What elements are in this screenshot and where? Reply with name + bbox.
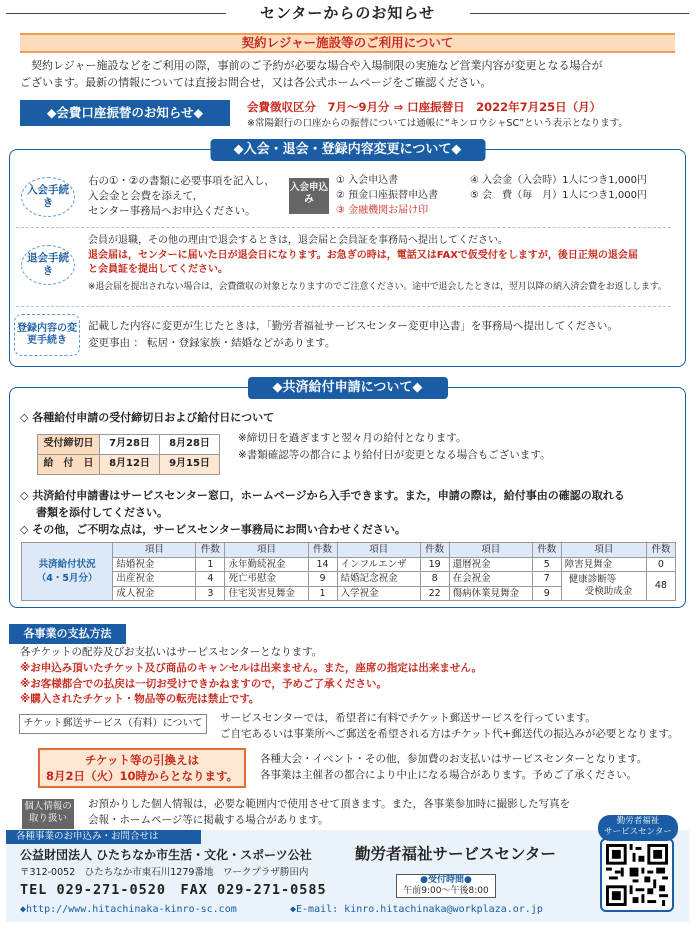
mutual-notes [238, 430, 550, 464]
join-documents [336, 173, 438, 218]
col-header: 件数 [532, 543, 561, 558]
change-line1: 記載した内容に変更が生じたときは，「勤労者福祉サービスセンター変更申込書」を事務局へ提出してください。 [88, 320, 618, 332]
privacy-tag [22, 799, 74, 829]
item-cell: 永年勤続祝金 [225, 557, 308, 572]
deadline-header: 受付締切日 [38, 435, 100, 455]
fee-tag: ◆会費口座振替のお知らせ◆ [20, 100, 230, 126]
mutual-item2 [20, 487, 680, 538]
privacy-tag-line2: 取り扱い [28, 813, 67, 825]
hours-box [396, 874, 496, 898]
count-cell: 3 [196, 586, 225, 601]
note-1: ※締切日を過ぎますと翌々月の給付となります。 [238, 432, 467, 444]
qr-code-graphic [606, 844, 668, 906]
payment-line3: ※お客様都合での払戻は一切お受けできかねますので，予めご了承ください。 [20, 677, 387, 690]
status-label-2: （4・5月分） [36, 572, 98, 584]
count-cell: 9 [308, 572, 337, 587]
ticket-line1: サービスセンターでは，希望者に有料でチケット郵送サービスを行っています。 [220, 712, 596, 724]
payday-header: 給 付 日 [38, 455, 100, 475]
ticket-service-tag: チケット郵送サービス（有料）について [19, 714, 207, 734]
join-instructions [88, 174, 283, 220]
fee-4: ④ 入会金（入会時）1人につき1,000円 [470, 175, 647, 186]
count-cell: 48 [646, 572, 675, 601]
ticket-service-text [220, 711, 679, 743]
join-line1: 右の①・②の書類に必要事項を記入し， [88, 175, 275, 187]
count-cell: 1 [308, 586, 337, 601]
divider [16, 306, 671, 307]
privacy-line2: 会報・ホームページ等に掲載する場合があります。 [88, 813, 329, 826]
pickup-line2: 8月2日（火）10時からとなります。 [45, 769, 239, 784]
item2-line2: 書類を添付してください。 [36, 506, 168, 520]
count-cell: 22 [420, 586, 449, 601]
item-cell: 還暦祝金 [449, 557, 532, 572]
hours-label: ●受付時間● [420, 875, 472, 885]
doc-1: ① 入会申込書 [336, 175, 399, 186]
count-cell: 19 [420, 557, 449, 572]
qr-tag-line2: サービスセンター [604, 827, 672, 838]
leisure-text [20, 58, 680, 91]
item-cell-line1: 健康診断等 [568, 573, 617, 585]
change-instructions [88, 318, 678, 352]
fee-schedule: 会費徴収区分 7月〜9月分 ⇒ 口座振替日 2022年7月25日（月） [247, 100, 602, 114]
item-cell: 結婚祝金 [113, 557, 196, 572]
event-line1: 各種大会・イベント・その他，参加費のお支払いはサービスセンターとなります。 [260, 753, 648, 765]
footer-tag: 各種事業のお申込み・お問合せは [6, 830, 201, 844]
status-label [22, 543, 113, 601]
event-line2: 各事業は主催者の都合により中止になる場合があります。予めご了承ください。 [260, 768, 638, 781]
col-header: 項目 [449, 543, 532, 558]
count-cell: 9 [532, 586, 561, 601]
privacy-tag-line1: 個人情報の [24, 801, 72, 812]
leave-instructions [88, 234, 678, 294]
count-cell: 4 [196, 572, 225, 587]
leave-note: ※退会届を提出されない場合は，会費徴収の対象となりますのでご注意ください。途中で退会したときは，翌月以降の納入済会費をお返しします。 [88, 281, 667, 292]
count-cell: 5 [532, 557, 561, 572]
payment-line1: 各チケットの配券及びお支払いはサービスセンターとなります。 [20, 646, 323, 658]
item-cell: 出産祝金 [113, 572, 196, 587]
col-header: 件数 [420, 543, 449, 558]
qr-tag [598, 815, 678, 841]
item-cell: 傷病休業見舞金 [449, 586, 532, 601]
table-row [22, 557, 676, 572]
leave-line1: 会員が退職，その他の理由で退会するときは，退会届と会員証を事務局へ提出してください。 [88, 235, 508, 246]
count-cell: 7 [532, 572, 561, 587]
fee-5: ⑤ 会 費（毎 月）1人につき1,000円 [470, 190, 647, 201]
payment-line2: ※お申込み頂いたチケット及び商品のキャンセルは出来ません。また，座席の指定は出来ません。 [20, 661, 483, 674]
item2-line1: ◇ 共済給付申請書はサービスセンター窓口，ホームページから入手できます。また，申請の際は，給付事由の確認の取れる [20, 489, 625, 502]
item-cell: インフルエンザ [337, 557, 420, 572]
footer-email[interactable]: ◆E-mail: kinro.hitachinaka@workplaza.or.jp [290, 904, 543, 915]
status-label-1: 共済給付状況 [38, 559, 96, 571]
mutual-status-table [21, 542, 676, 601]
count-cell: 1 [196, 557, 225, 572]
payday-2: 9月15日 [160, 455, 220, 475]
col-header: 項目 [561, 543, 646, 558]
footer-center-name: 勤労者福祉サービスセンター [355, 845, 556, 863]
count-cell: 0 [646, 557, 675, 572]
privacy-line1: お預かりした個人情報は，必要な範囲内で使用させて頂きます。また，各事業参加時に撮影した写真を [88, 798, 571, 810]
leave-line3: と会員証を提出してください。 [88, 264, 228, 275]
doc-2: ② 預金口座振替申込書 [336, 190, 439, 201]
doc-3: ③ 金融機関お届け印 [336, 205, 429, 216]
privacy-text [88, 797, 570, 829]
join-line3: センター事務局へお申込ください。 [88, 205, 256, 218]
col-header: 項目 [225, 543, 308, 558]
item-cell [561, 572, 646, 601]
membership-title: ◆入会・退会・登録内容変更について◆ [210, 139, 485, 161]
leave-line2: 退会届は，センターに届いた日が退会日になります。お急ぎの時は，電話又はFAXで仮受付をしますが，後日正規の退会届 [88, 249, 638, 261]
col-header: 項目 [113, 543, 196, 558]
dates-table [37, 434, 220, 475]
qr-tag-line1: 勤労者福祉 [616, 816, 660, 826]
page-title: センターからのお知らせ [260, 4, 435, 22]
item-cell: 結婚記念祝金 [337, 572, 420, 587]
footer-org: 公益財団法人 ひたちなか市生活・文化・スポーツ公社 [20, 848, 312, 862]
change-line2: 変更事由 ： 転居・登録家族・結婚などがあります。 [88, 336, 336, 349]
footer-url[interactable]: ◆http://www.hitachinaka-kinro-sc.com [20, 904, 237, 915]
hours-value: 午前9:00〜午後8:00 [403, 885, 489, 896]
payday-1: 8月12日 [100, 455, 160, 475]
pickup-notice [38, 748, 246, 788]
item3: ◇ その他，ご不明な点は，サービスセンター事務局にお問い合わせください。 [20, 523, 406, 537]
count-cell: 14 [308, 557, 337, 572]
join-line2: 入会金と会費を添えて， [88, 190, 204, 203]
join-fees [470, 173, 647, 203]
item-cell-line2: 受検助成金 [584, 586, 633, 597]
col-header: 件数 [308, 543, 337, 558]
deadline-1: 7月28日 [100, 435, 160, 455]
col-header: 件数 [196, 543, 225, 558]
qr-code-icon[interactable] [600, 838, 674, 912]
mutual-title: ◆共済給付申請について◆ [248, 377, 448, 399]
pickup-line1: チケット等の引換えは [85, 753, 199, 767]
item-cell: 障害見舞金 [561, 557, 646, 572]
join-tag: 入会手続き [21, 177, 75, 217]
item-cell: 入学祝金 [337, 586, 420, 601]
fee-note: ※常陽銀行の口座からの振替については通帳に“キンロウシャSC”という表示となります。 [247, 118, 628, 129]
leave-tag: 退会手続き [21, 245, 75, 285]
footer-phone: TEL 029-271-0520 FAX 029-271-0585 [20, 882, 327, 898]
leisure-line1: 契約レジャー施設などをご利用の際，事前のご予約が必要な場合や入場制限の実施など営業内容が変更となる場合が [31, 59, 603, 72]
item-cell: 死亡弔慰金 [225, 572, 308, 587]
count-cell: 8 [420, 572, 449, 587]
note-2: ※書類確認等の都合により給付日が変更となる場合もございます。 [238, 448, 551, 461]
footer-address: 〒312-0052 ひたちなか市東石川1279番地 ワークプラザ勝田内 [20, 867, 309, 878]
deadline-2: 8月28日 [160, 435, 220, 455]
payment-tag: 各事業の支払方法 [9, 624, 126, 644]
item-cell: 住宅災害見舞金 [225, 586, 308, 601]
item-cell: 在会祝金 [449, 572, 532, 587]
leisure-line2: ございます。最新の情報については直接お問合せ，又は各公式ホームページをご確認ください。 [20, 75, 492, 89]
mutual-item1: ◇ 各種給付申請の受付締切日および給付日について [20, 411, 275, 424]
table-row [22, 572, 676, 587]
col-header: 件数 [646, 543, 675, 558]
event-text [260, 752, 647, 784]
divider [16, 227, 671, 228]
apply-label: 入会申込み [289, 178, 329, 214]
change-tag: 登録内容の変更手続き [14, 314, 80, 356]
col-header: 項目 [337, 543, 420, 558]
payment-line4: ※購入されたチケット・物品等の転売は禁止です。 [20, 693, 260, 706]
item-cell: 成人祝金 [113, 586, 196, 601]
ticket-line2: ご自宅あるいは事業所へご郵送を希望される方はチケット代+郵送代の振込みが必要となります。 [220, 727, 679, 740]
leisure-title: 契約レジャー施設等のご利用について [20, 33, 675, 53]
payment-list [20, 645, 482, 708]
